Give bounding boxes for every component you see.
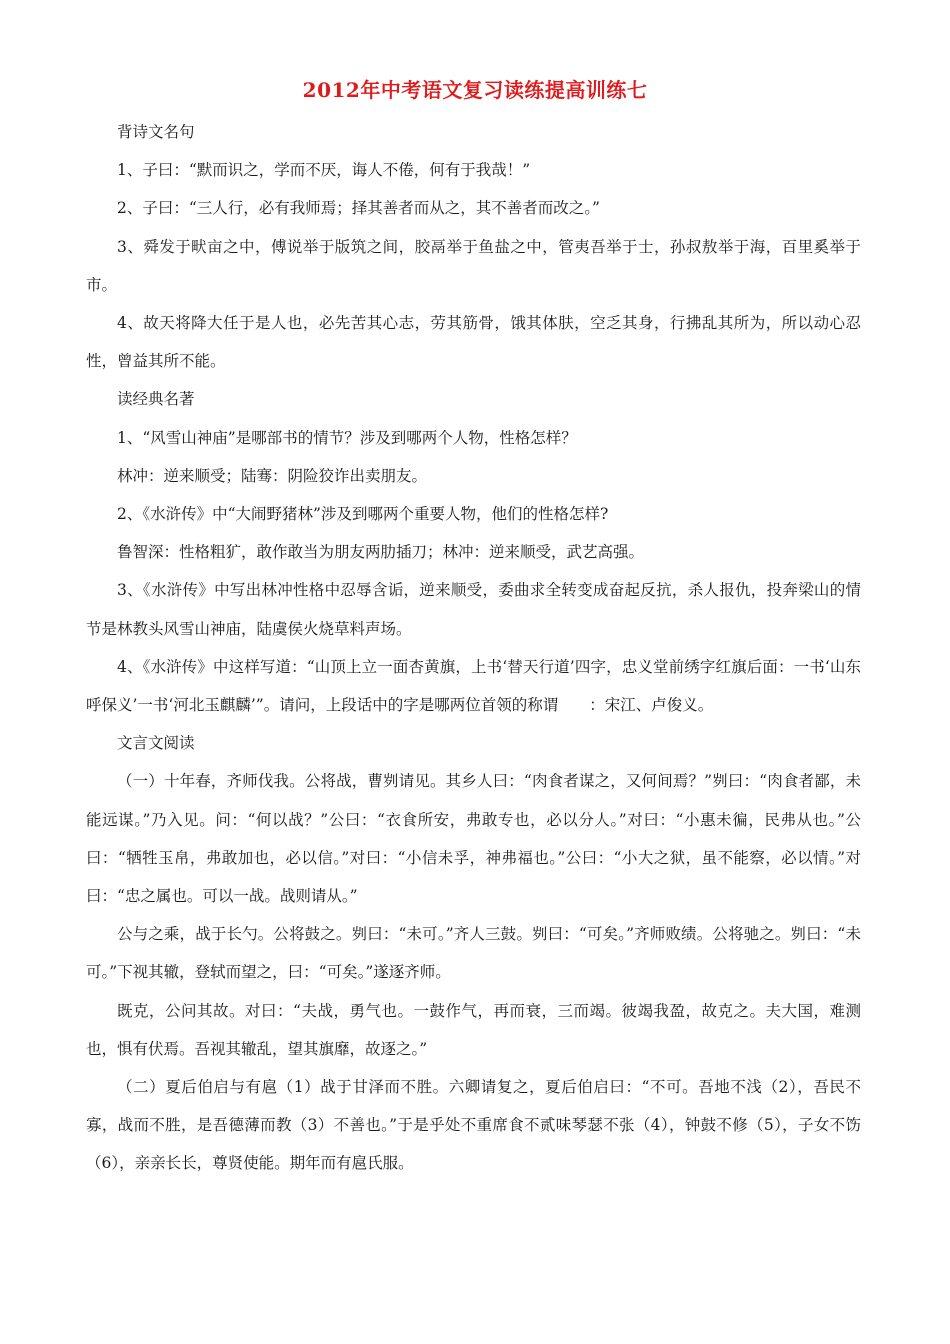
classical-passage-2: 公与之乘，战于长勺。公将鼓之。刿曰：“未可。”齐人三鼓。刿曰：“可矣。”齐师败绩。公将驰之。刿曰：“未可。”下视其辙，登轼而望之，曰：“可矣。”遂逐齐师。	[86, 925, 861, 982]
poem-line-3: 3、舜发于畎亩之中，傅说举于版筑之间，胶鬲举于鱼盐之中，管夷吾举于士，孙叔敖举于海，百里奚举于市。	[86, 237, 861, 294]
classics-question-1: 1、“风雪山神庙”是哪部书的情节？涉及到哪两个人物，性格怎样？	[117, 428, 577, 447]
poem-line-4: 4、故天将降大任于是人也，必先苦其心志，劳其筋骨，饿其体肤，空乏其身，行拂乱其所为，所以动心忍性，曾益其所不能。	[86, 314, 861, 371]
poem-line-1: 1、子曰：“默而识之，学而不厌，诲人不倦，何有于我哉！”	[117, 161, 531, 180]
section-heading-classics: 读经典名著	[117, 390, 195, 409]
classics-question-2: 2、《水浒传》中“大闹野猪林”涉及到哪两个重要人物，他们的性格怎样?	[117, 505, 609, 524]
classical-passage-3: 既克，公问其故。对曰：“夫战，勇气也。一鼓作气，再而衰，三而竭。彼竭我盈，故克之。夫大国，难测也，惧有伏焉。吾视其辙乱，望其旗靡，故逐之。”	[86, 1001, 861, 1058]
classics-answer-1: 林冲：逆来顺受；陆骞：阴险狡诈出卖朋友。	[117, 466, 428, 485]
classics-question-3: 3、《水浒传》中写出林冲性格中忍辱含诟，逆来顺受，委曲求全转变成奋起反抗，杀人报仇，投奔梁山的情节是林教头风雪山神庙，陆虞侯火烧草料声场。	[86, 581, 861, 638]
classical-passage-1: （一）十年春，齐师伐我。公将战，曹刿请见。其乡人曰：“肉食者谋之，又何间焉？”刿曰：“肉食者鄙，未能远谋。”乃入见。问：“何以战？”公曰：“衣食所安，弗敢专也，必以分人。”对曰：“小惠未徧，民弗从也。”公曰：“牺牲玉帛，弗敢加也，必以信。”对曰：“小信未孚，神弗福也。”公曰：“小大之狱，虽不能察，必以情。”对曰：“忠之属也。可以一战。战则请从。”	[86, 772, 861, 906]
classics-answer-4: ：宋江、卢俊义。	[589, 696, 714, 715]
classics-answer-2: 鲁智深：性格粗犷，敢作敢当为朋友两肋插刀；林冲：逆来顺受，武艺高强。	[117, 543, 645, 562]
section-heading-classical: 文言文阅读	[117, 734, 195, 753]
document-title: 2012年中考语文复习读练提高训练七	[302, 78, 648, 102]
classics-question-4-text: 4、《水浒传》中这样写道：“山顶上立一面杏黄旗，上书‘替天行道’四字，忠义堂前绣字红旗后面：一书‘山东呼保义’一书‘河北玉麒麟’”。请问，上段话中的字是哪两位首领的称谓	[86, 657, 861, 715]
poem-line-2: 2、子曰：“三人行，必有我师焉；择其善者而从之，其不善者而改之。”	[117, 199, 600, 218]
document-body	[86, 113, 861, 1183]
section-heading-poems: 背诗文名句	[117, 123, 195, 141]
classics-question-4	[86, 648, 861, 724]
classical-passage-4: （二）夏后伯启与有扈（1）战于甘泽而不胜。六卿请复之，夏后伯启曰：“不可。吾地不浅（2），吾民不寡，战而不胜，是吾德薄而教（3）不善也。”于是乎处不重席食不贰味琴瑟不张（4），钟鼓不修（5），子女不饬（6），亲亲长长，尊贤使能。期年而有扈氏服。	[86, 1078, 861, 1173]
